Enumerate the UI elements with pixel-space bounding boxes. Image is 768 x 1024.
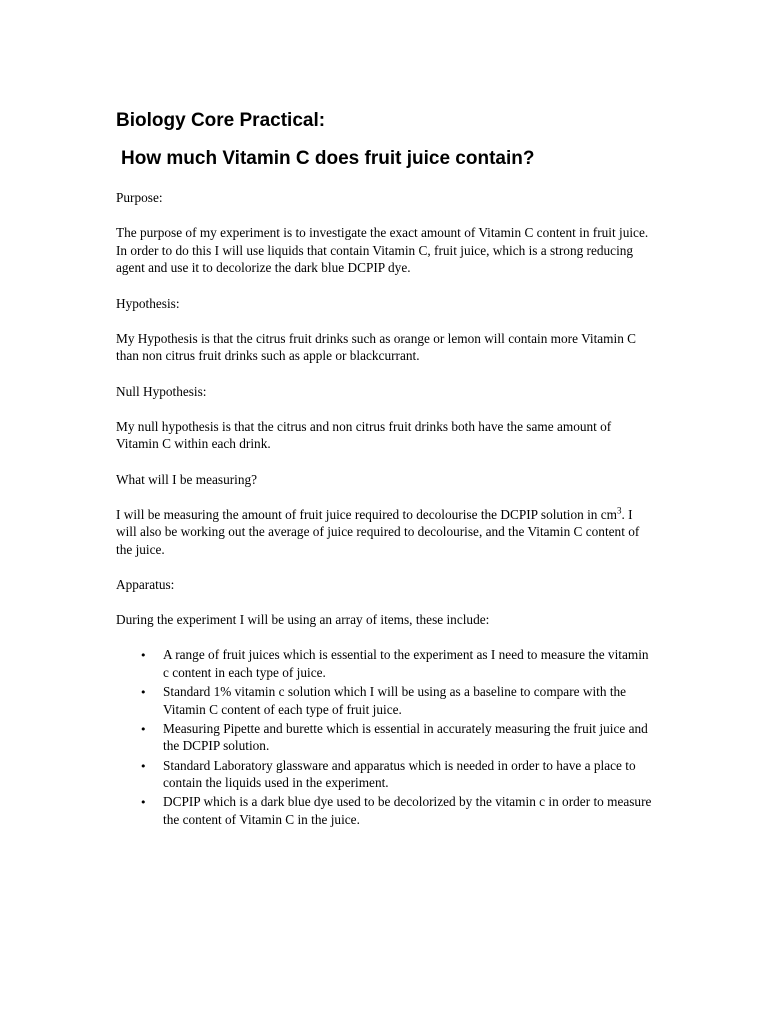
- apparatus-heading: Apparatus:: [116, 577, 175, 593]
- bullet-icon: •: [140, 649, 147, 663]
- measuring-body-part1: I will be measuring the amount of fruit juice required to decolourise the DCPIP solution in cm: [116, 506, 617, 522]
- bullet-icon: •: [140, 796, 147, 810]
- null-hypothesis-heading: Null Hypothesis:: [116, 383, 207, 399]
- list-item-text: Standard Laboratory glassware and apparatus which is needed in order to have a place to contain the liquids used in the experiment.: [163, 757, 636, 791]
- document-subtitle: How much Vitamin C does fruit juice contain?: [121, 148, 535, 169]
- list-item: [116, 646, 656, 681]
- document-page: [116, 108, 656, 830]
- measuring-body-part2: . I will also be working out the average of juice required to decolourise, and the Vitamin C content of the juice.: [116, 506, 640, 557]
- bullet-icon: •: [140, 686, 147, 700]
- list-item-text: Measuring Pipette and burette which is essential in accurately measuring the fruit juice and the DCPIP solution.: [163, 720, 648, 754]
- measuring-heading: What will I be measuring?: [116, 471, 258, 487]
- measuring-superscript: 3: [617, 505, 622, 516]
- null-hypothesis-body: My null hypothesis is that the citrus and non citrus fruit drinks both have the same amount of Vitamin C within each drink.: [116, 418, 612, 452]
- hypothesis-heading: Hypothesis:: [116, 295, 180, 311]
- list-item-text: A range of fruit juices which is essential to the experiment as I need to measure the vitamin c content in each type of juice.: [163, 647, 649, 681]
- list-item: [116, 793, 656, 828]
- list-item: [116, 683, 656, 718]
- hypothesis-body: My Hypothesis is that the citrus fruit drinks such as orange or lemon will contain more Vitamin C than non citrus fruit drinks such as apple or blackcurrant.: [116, 330, 637, 364]
- list-item-text: Standard 1% vitamin c solution which I will be using as a baseline to compare with the Vitamin C content of each type of fruit juice.: [163, 684, 627, 717]
- bullet-icon: •: [140, 759, 147, 773]
- list-item: [116, 720, 656, 755]
- purpose-heading: Purpose:: [116, 190, 163, 205]
- bullet-icon: •: [140, 722, 147, 736]
- list-item-text: DCPIP which is a dark blue dye used to be decolorized by the vitamin c in order to measure the content of Vitamin C in the juice.: [163, 794, 652, 827]
- apparatus-intro: During the experiment I will be using an array of items, these include:: [116, 612, 490, 628]
- purpose-body: The purpose of my experiment is to investigate the exact amount of Vitamin C content in fruit juice. In order to do this I will use liquids that contain Vitamin C, fruit juice, which is a strong reducing agent and use it to decolorize the dark blue DCPIP dye.: [116, 225, 649, 276]
- measuring-body: [116, 506, 656, 559]
- list-item: [116, 757, 656, 792]
- apparatus-list: [116, 646, 656, 828]
- document-title: Biology Core Practical:: [116, 110, 326, 131]
